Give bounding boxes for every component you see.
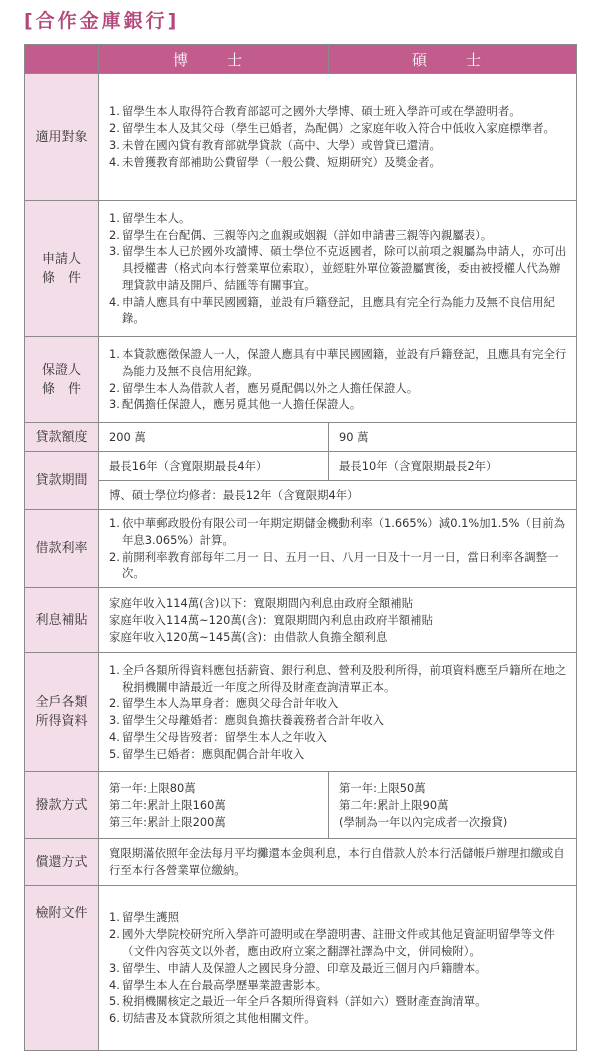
label-disburse: 撥款方式 <box>25 772 99 839</box>
list-item: 3. 留學生、申請人及保證人之國民身分證、印章及最近三個月內戶籍謄本。 <box>109 960 487 975</box>
header-phd: 博 士 <box>99 45 329 74</box>
list-item: 1. 留學生本人。 <box>109 210 191 225</box>
row-subsidy <box>25 588 577 653</box>
subsidy-line: 家庭年收入114萬(含)以下：寬限期間內利息由政府全額補貼 <box>109 595 414 610</box>
content-subsidy <box>99 588 577 653</box>
list-item: 1. 依中華郵政股份有限公司一年期定期儲金機動利率（1.665%）減0.1%加1.5%（目前為年息3.065%）計算。 <box>109 516 566 547</box>
label-amount: 貸款額度 <box>25 423 99 452</box>
list-item: 2. 國外大學院校研究所入學許可證明或在學證明書、註冊文件或其他足資証明留學等文件（文件內容英文以外者，應由政府立案之翻譯社譯為中文，併同檢附）。 <box>109 927 555 958</box>
header-blank-cell <box>25 45 99 74</box>
header-master: 碩 士 <box>329 45 577 74</box>
row-eligibility <box>25 74 577 201</box>
amount-master: 90 萬 <box>329 423 577 452</box>
row-period-2 <box>25 481 577 510</box>
disburse-phd: 第一年:上限80萬 第二年:累計上限160萬 第三年:累計上限200萬 <box>99 772 329 839</box>
list-item: 1. 全戶各類所得資料應包括薪資、銀行利息、營利及股利所得，前項資料應至戶籍所在地之稅捐機關申請最近一年度之所得及財產查詢清單正本。 <box>109 662 567 694</box>
content-eligibility <box>99 74 577 201</box>
row-docs <box>25 886 577 1051</box>
list-item: 4. 申請人應具有中華民國國籍，並設有戶籍登記，且應具有完全行為能力及無不良信用紀錄。 <box>109 294 555 326</box>
label-docs: 檢附文件 <box>25 886 99 1051</box>
content-income <box>99 653 577 772</box>
row-disburse <box>25 772 577 839</box>
list-item: 5. 稅捐機關核定之最近一年全戶各類所得資料（詳如六）暨財產查詢清單。 <box>109 994 487 1009</box>
row-period-1 <box>25 452 577 481</box>
row-rate <box>25 510 577 588</box>
content-applicant <box>99 201 577 337</box>
disburse-master: 第一年:上限50萬 第二年:累計上限90萬 (學制為一年以內完成者一次撥貸) <box>329 772 577 839</box>
amount-phd: 200 萬 <box>99 423 329 452</box>
content-docs <box>99 886 577 1051</box>
list-item: 3. 留學生本人已於國外攻讀博、碩士學位不克返國者，除可以前項之親屬為申請人，亦可出具授權書（格式向本行營業單位索取），並經駐外單位簽證屬實後，委由被授權人代為辦理貸款申請及開戶、結匯等有關事宜。 <box>109 244 567 292</box>
list-item: 2. 留學生本人為借款人者，應另覓配偶以外之人擔任保證人。 <box>109 380 419 395</box>
list-item: 5. 留學生已婚者：應與配偶合計年收入 <box>109 746 305 761</box>
label-applicant: 申請人 條 件 <box>25 201 99 337</box>
list-item: 6. 切結書及本貸款所須之其他相關文件。 <box>109 1011 316 1026</box>
list-item: 2. 留學生本人為單身者：應與父母合計年收入 <box>109 696 339 711</box>
page-title: [合作金庫銀行] <box>24 10 180 32</box>
list-item: 1. 留學生本人取得符合教育部認可之國外大學博、碩士班入學許可或在學證明者。 <box>109 104 521 119</box>
list-item: 1. 本貸款應徵保證人一人，保證人應具有中華民國國籍，並設有戶籍登記，且應具有完全行為能力及無不良信用紀錄。 <box>109 346 567 378</box>
content-repay: 寬限期滿依照年金法每月平均攤還本金與利息，本行自借款人於本行活儲帳戶辦理扣繳或自行至本行各營業單位繳納。 <box>99 839 577 886</box>
list-item: 3. 未曾在國內貸有教育部就學貸款（高中、大學）或曾貸已還清。 <box>109 138 441 152</box>
content-guarantor <box>99 337 577 423</box>
list-item: 4. 未曾獲教育部補助公費留學（一般公費、短期研究）及獎金者。 <box>109 154 441 169</box>
row-guarantor <box>25 337 577 423</box>
row-repay <box>25 839 577 886</box>
content-rate <box>99 510 577 588</box>
label-guarantor: 保證人 條 件 <box>25 337 99 423</box>
list-item: 4. 留學生本人在台最高學歷畢業證書影本。 <box>109 977 328 992</box>
list-item: 2. 前開利率教育部每年二月一 日、五月一日、八月一日及十一月一日，當日利率各調整一次。 <box>109 549 559 581</box>
row-income <box>25 653 577 772</box>
list-item: 3. 配偶擔任保證人，應另覓其他一人擔任保證人。 <box>109 397 362 412</box>
period-both: 博、碩士學位均修者：最長12年（含寬限期4年） <box>99 481 577 510</box>
subsidy-line: 家庭年收入120萬~145萬(含)：由借款人負擔全額利息 <box>109 629 388 644</box>
label-income: 全戶各類 所得資料 <box>25 653 99 772</box>
list-item: 2. 留學生在台配偶、三親等內之血親或姻親（詳如申請書三親等內親屬表）。 <box>109 227 493 242</box>
list-item: 4. 留學生父母皆歿者：留學生本人之年收入 <box>109 729 328 744</box>
header-row <box>25 45 577 74</box>
list-item: 3. 留學生父母離婚者：應與負擔扶養義務者合計年收入 <box>109 713 384 728</box>
loan-info-table <box>24 44 577 1051</box>
label-period: 貸款期間 <box>25 452 99 510</box>
label-subsidy: 利息補貼 <box>25 588 99 653</box>
list-item: 2. 留學生本人及其父母（學生已婚者，為配偶）之家庭年收入符合中低收入家庭標準者。 <box>109 121 555 136</box>
row-amount <box>25 423 577 452</box>
label-rate: 借款利率 <box>25 510 99 588</box>
row-applicant <box>25 201 577 337</box>
list-item: 1. 留學生護照 <box>109 910 179 925</box>
label-repay: 償還方式 <box>25 839 99 886</box>
period-master: 最長10年（含寬限期最長2年） <box>329 452 577 481</box>
period-phd: 最長16年（含寬限期最長4年） <box>99 452 329 481</box>
subsidy-line: 家庭年收入114萬~120萬(含)：寬限期間內利息由政府半額補貼 <box>109 612 433 627</box>
label-eligibility: 適用對象 <box>25 74 99 201</box>
